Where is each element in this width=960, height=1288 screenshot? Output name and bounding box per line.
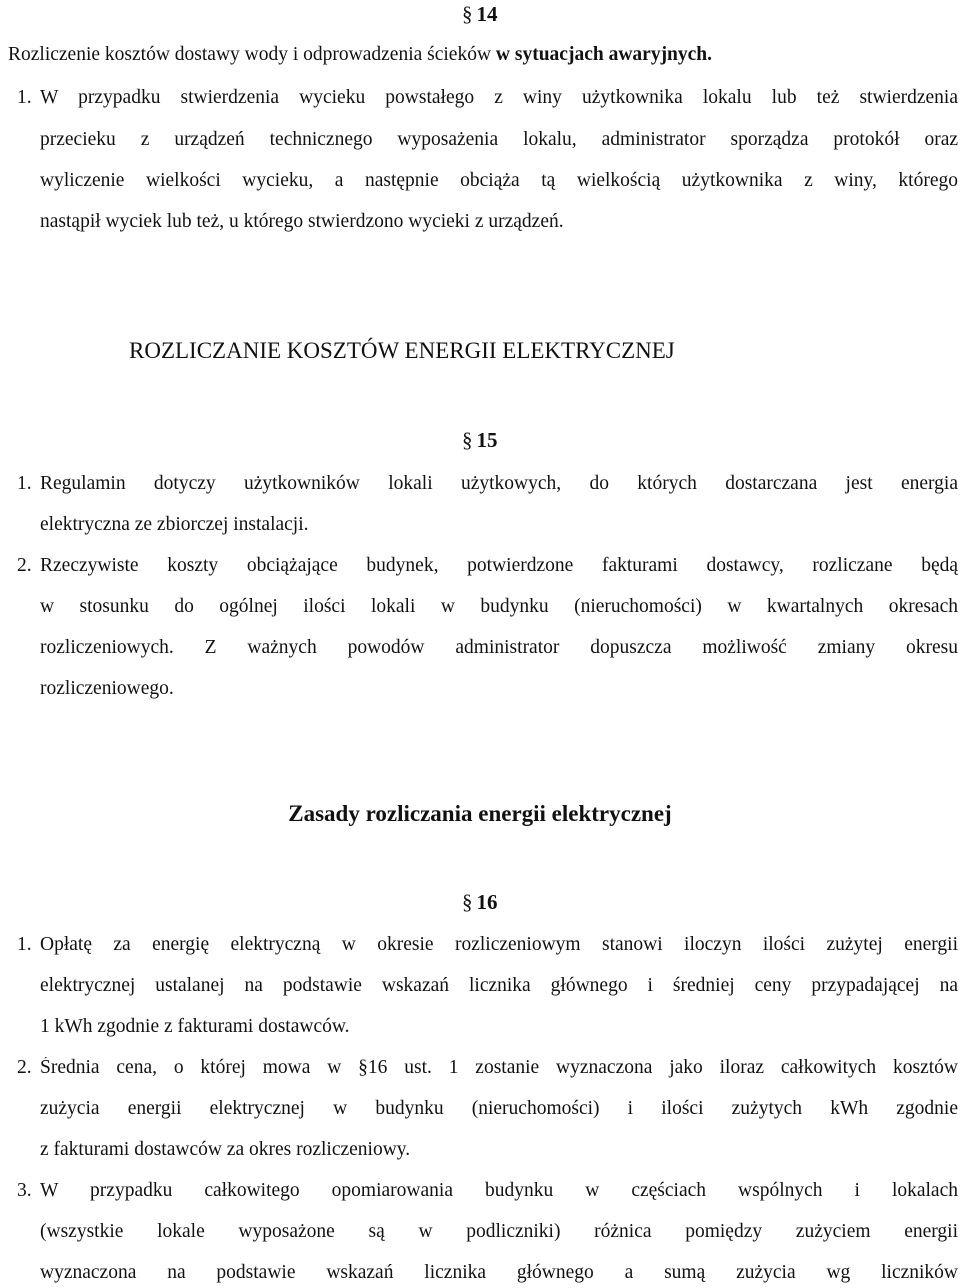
section-sign: § xyxy=(462,2,473,26)
s16-p2-number: 2. xyxy=(17,1057,32,1078)
s14-p1-line-4: nastąpił wyciek lub też, u którego stwierdzono wycieki z urządzeń. xyxy=(40,211,564,232)
s16-p3-line-2: (wszystkie lokale wyposażone są w podliczniki) różnica pomiędzy zużyciem energii xyxy=(40,1221,958,1242)
s14-p1-line-2: przecieku z urządzeń technicznego wyposażenia lokalu, administrator sporządza protokół oraz xyxy=(40,129,958,150)
section-sign: § xyxy=(462,890,473,914)
section-14-heading xyxy=(462,2,498,27)
section-number: 15 xyxy=(476,428,498,452)
s16-p3-line-3: wyznaczona na podstawie wskazań licznika głównego a sumą zużycia wg liczników xyxy=(40,1262,958,1283)
section-15-heading xyxy=(462,428,498,453)
section-number: 16 xyxy=(476,890,498,914)
s15-p2-line-2: w stosunku do ogólnej ilości lokali w budynku (nieruchomości) w kwartalnych okresach xyxy=(40,596,958,617)
s15-p1-number: 1. xyxy=(17,473,32,494)
heading-energy-rules: Zasady rozliczania energii elektrycznej xyxy=(288,801,672,826)
s16-p1-line-3: 1 kWh zgodnie z fakturami dostawców. xyxy=(40,1016,350,1037)
s14-p1-number: 1. xyxy=(17,87,32,108)
s16-p1-line-2: elektrycznej ustalanej na podstawie wskazań licznika głównego i średniej ceny przypadającej na xyxy=(40,975,958,996)
s16-p2-line-1: Średnia cena, o której mowa w §16 ust. 1 zostanie wyznaczona jako iloraz całkowitych kosztów xyxy=(40,1057,958,1078)
section-number: 14 xyxy=(476,2,498,26)
heading-energy-costs: ROZLICZANIE KOSZTÓW ENERGII ELEKTRYCZNEJ xyxy=(129,338,675,363)
s14-intro xyxy=(8,44,960,66)
s15-p2-number: 2. xyxy=(17,555,32,576)
s16-p2-line-3: z fakturami dostawców za okres rozliczeniowy. xyxy=(40,1139,411,1160)
s15-p2-line-1: Rzeczywiste koszty obciążające budynek, potwierdzone fakturami dostawcy, rozliczane będą xyxy=(40,555,958,576)
section-sign: § xyxy=(462,428,473,452)
s16-p1-number: 1. xyxy=(17,934,32,955)
s16-p3-line-1: W przypadku całkowitego opomiarowania budynku w częściach wspólnych i lokalach xyxy=(40,1180,958,1201)
s14-intro-bold: w sytuacjach awaryjnych. xyxy=(495,44,713,65)
section-16-heading xyxy=(462,890,498,915)
s16-p1-line-1: Opłatę za energię elektryczną w okresie rozliczeniowym stanowi iloczyn ilości zużytej energii xyxy=(40,934,958,955)
s15-p1-line-2: elektryczna ze zbiorczej instalacji. xyxy=(40,514,309,535)
s15-p1-line-1: Regulamin dotyczy użytkowników lokali użytkowych, do których dostarczana jest energia xyxy=(40,473,958,494)
s14-intro-text: Rozliczenie kosztów dostawy wody i odprowadzenia ścieków xyxy=(8,44,496,65)
s15-p2-line-4: rozliczeniowego. xyxy=(40,678,174,699)
s14-p1-line-1: W przypadku stwierdzenia wycieku powstałego z winy użytkownika lokalu lub też stwierdzenia xyxy=(40,87,958,108)
s15-p2-line-3: rozliczeniowych. Z ważnych powodów administrator dopuszcza możliwość zmiany okresu xyxy=(40,637,958,658)
s14-p1-line-3: wyliczenie wielkości wycieku, a następnie obciąża tą wielkością użytkownika z winy, którego xyxy=(40,170,958,191)
s16-p3-number: 3. xyxy=(17,1180,32,1201)
s16-p2-line-2: zużycia energii elektrycznej w budynku (nieruchomości) i ilości zużytych kWh zgodnie xyxy=(40,1098,958,1119)
